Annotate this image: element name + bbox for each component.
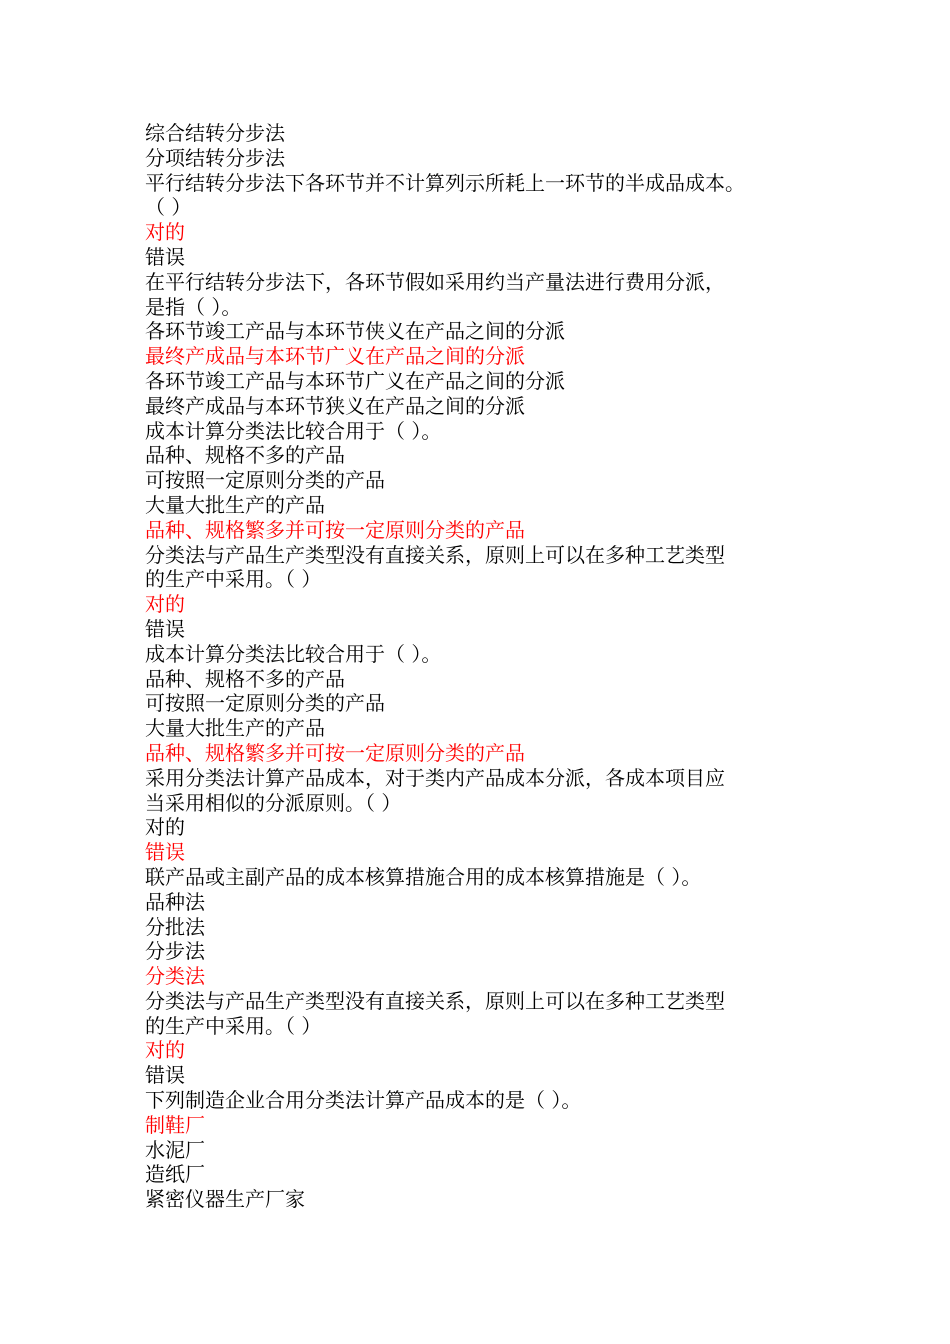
text-line: （ ） [145, 195, 192, 220]
text-line: 综合结转分步法 [145, 121, 285, 145]
text-line: 采用分类法计算产品成本，对于类内产品成本分派，各成本项目应 [145, 765, 725, 790]
document-page [145, 121, 815, 1212]
text-line: 大量大批生产的产品 [145, 492, 325, 517]
text-line: 分批法 [145, 914, 205, 939]
text-line: 紧密仪器生产厂家 [145, 1187, 305, 1212]
text-line: 错误 [145, 616, 185, 641]
text-line: 造纸厂 [145, 1162, 205, 1187]
text-line: 可按照一定原则分类的产品 [145, 468, 385, 493]
text-line: 成本计算分类法比较合用于（ ）。 [145, 641, 442, 666]
text-line: 错误 [145, 244, 185, 269]
answer-line: 制鞋厂 [145, 1112, 205, 1137]
answer-line: 对的 [145, 592, 185, 617]
text-line: 错误 [145, 1063, 185, 1088]
text-line: 的生产中采用。（ ） [145, 567, 322, 592]
text-line: 分项结转分步法 [145, 145, 285, 170]
text-line: 下列制造企业合用分类法计算产品成本的是（ ）。 [145, 1088, 582, 1113]
answer-line: 分类法 [145, 964, 205, 989]
text-line: 在平行结转分步法下，各环节假如采用约当产量法进行费用分派， [145, 269, 725, 294]
answer-line: 对的 [145, 220, 185, 245]
text-line: 品种法 [145, 889, 205, 914]
answer-line: 最终产成品与本环节广义在产品之间的分派 [145, 344, 525, 369]
text-line: 分步法 [145, 939, 205, 964]
text-line: 品种、规格不多的产品 [145, 666, 345, 691]
text-line: 品种、规格不多的产品 [145, 443, 345, 468]
text-line: 是指（ ）。 [145, 294, 242, 319]
text-line: 各环节竣工产品与本环节广义在产品之间的分派 [145, 368, 565, 393]
text-line: 的生产中采用。（ ） [145, 1013, 322, 1038]
text-line: 各环节竣工产品与本环节侠义在产品之间的分派 [145, 319, 565, 344]
text-line: 当采用相似的分派原则。（ ） [145, 790, 402, 815]
text-line: 成本计算分类法比较合用于（ ）。 [145, 418, 442, 443]
answer-line: 错误 [145, 840, 185, 865]
text-line: 分类法与产品生产类型没有直接关系，原则上可以在多种工艺类型 [145, 542, 725, 567]
answer-line: 品种、规格繁多并可按一定原则分类的产品 [145, 517, 525, 542]
answer-line: 品种、规格繁多并可按一定原则分类的产品 [145, 740, 525, 765]
text-line: 联产品或主副产品的成本核算措施合用的成本核算措施是（ ）。 [145, 864, 702, 889]
text-line: 最终产成品与本环节狭义在产品之间的分派 [145, 393, 525, 418]
text-line: 水泥厂 [145, 1137, 205, 1162]
text-line: 大量大批生产的产品 [145, 716, 325, 741]
text-line: 分类法与产品生产类型没有直接关系，原则上可以在多种工艺类型 [145, 988, 725, 1013]
answer-line: 对的 [145, 1038, 185, 1063]
text-line: 对的 [145, 815, 185, 840]
text-line: 可按照一定原则分类的产品 [145, 691, 385, 716]
text-line: 平行结转分步法下各环节并不计算列示所耗上一环节的半成品成本。 [145, 170, 745, 195]
